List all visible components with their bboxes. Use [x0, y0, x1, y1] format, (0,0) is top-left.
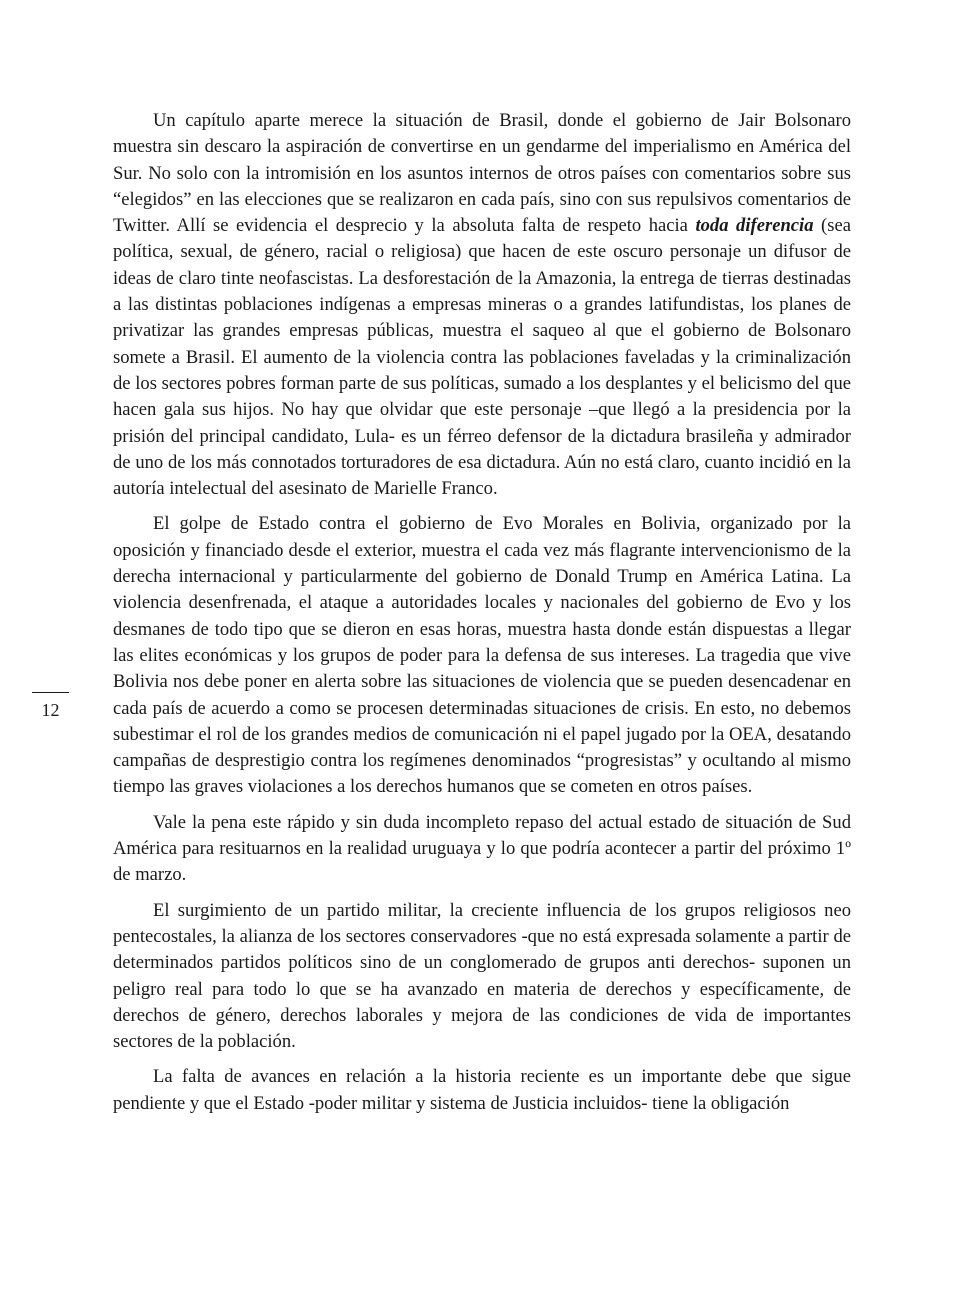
emphasis-toda-diferencia: toda diferencia — [695, 215, 814, 237]
paragraph-bolivia: El golpe de Estado contra el gobierno de Evo Morales en Bolivia, organizado por la oposición y financiado desde el exterior, muestra el cada vez más flagrante intervencionismo de la derecha internacional y particularmente del gobierno de Donald Trump en América Latina. La violencia desenfrenada, el ataque a autoridades locales y nacionales del gobierno de Evo y los desmanes de todo tipo que se dieron en esas horas, muestra hasta donde están dispuestas a llegar las elites económicas y los grupos de poder para la defensa de sus intereses. La tragedia que vive Bolivia nos debe poner en alerta sobre las situaciones de violencia que se pueden desencadenar en cada país de acuerdo a como se procesen determinadas situaciones de crisis. En esto, no debemos subestimar el rol de los grandes medios de comunicación ni el papel jugado por la OEA, desatando campañas de desprestigio contra los regímenes denominados “progresistas” y ocultando al mismo tiempo las graves violaciones a los derechos humanos que se cometen en otros países. — [113, 513, 851, 798]
body-text — [113, 108, 851, 1117]
page-number-rule — [32, 692, 69, 693]
page-number: 12 — [41, 700, 60, 720]
paragraph-brasil-text-after: (sea política, sexual, de género, racial o religiosa) que hacen de este oscuro personaje un difusor de ideas de claro tinte neofascistas. La desforestación de la Amazonia, la entrega de tierras destinadas a las distintas poblaciones indígenas a empresas mineras o a grandes latifundistas, los planes de privatizar las grandes empresas públicas, muestra el saqueo al que el gobierno de Bolsonaro somete a Brasil. El aumento de la violencia contra las poblaciones faveladas y la criminalización de los sectores pobres forman parte de sus políticas, sumado a los desplantes y el belicismo del que hacen gala sus hijos. No hay que olvidar que este personaje –que llegó a la presidencia por la prisión del principal candidato, Lula- es un férreo defensor de la dictadura brasileña y admirador de uno de los más connotados torturadores de esa dictadura. Aún no está claro, cuanto incidió en la autoría intelectual del asesinato de Marielle Franco. — [113, 215, 851, 500]
paragraph-brasil — [113, 108, 851, 502]
paragraph-sud-america: Vale la pena este rápido y sin duda incompleto repaso del actual estado de situación de Sud América para resituarnos en la realidad uruguaya y lo que podría acontecer a partir del próximo 1º de marzo. — [113, 811, 851, 886]
paragraph-historia-reciente: La falta de avances en relación a la historia reciente es un importante debe que sigue pendiente y que el Estado -poder militar y sistema de Justicia incluidos- tiene la obligación — [113, 1066, 851, 1114]
paragraph-partido-militar: El surgimiento de un partido militar, la creciente influencia de los grupos religiosos neo pentecostales, la alianza de los sectores conservadores -que no está expresada solamente a partir de determinados partidos políticos sino de un conglomerado de grupos anti derechos- suponen un peligro real para todo lo que se ha avanzado en materia de derechos y específicamente, de derechos de género, derechos laborales y mejora de las condiciones de vida de importantes sectores de la población. — [113, 899, 851, 1053]
page-number-marker — [32, 692, 69, 721]
paragraph-brasil-text-before: Un capítulo aparte merece la situación de Brasil, donde el gobierno de Jair Bolsonaro muestra sin descaro la aspiración de convertirse en un gendarme del imperialismo en América del Sur. No solo con la intromisión en los asuntos internos de otros países con comentarios sobre sus “elegidos” en las elecciones que se realizaron en cada país, sino con sus repulsivos comentarios de Twitter. Allí se evidencia el desprecio y la absoluta falta de respeto hacia — [113, 110, 851, 237]
